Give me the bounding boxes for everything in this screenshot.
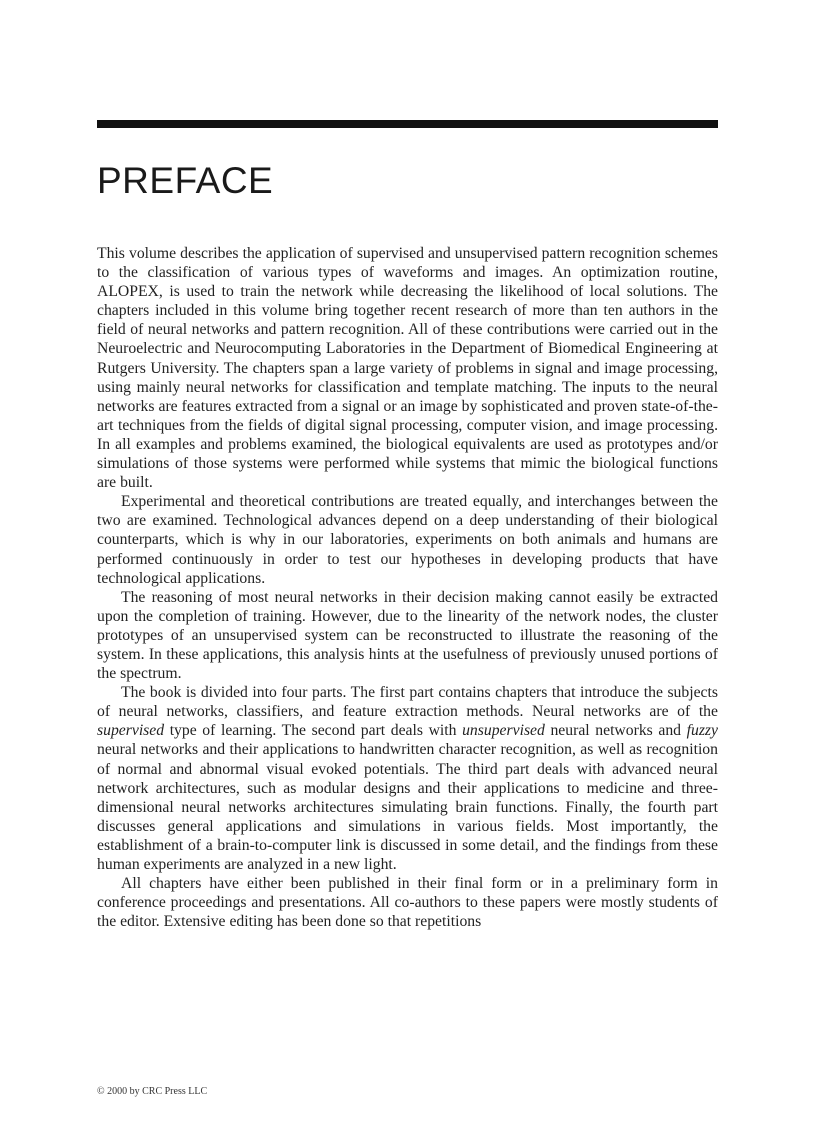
text-segment: The book is divided into four parts. The first part contains chapters that introduce the subjects of neural networks, classifiers, and feature extraction methods. Neural networks are of the	[97, 684, 718, 721]
text-segment: This volume describes the application of supervised and unsupervised pattern recognition schemes to the classification of various types of waveforms and images. An optimization routine, ALOPEX, is used to train the network while decreasing the likelihood of local solutions. The chapters included in this volume bring together recent research of more than ten authors in the field of neural networks and pattern recognition. All of these contributions were carried out in the Neuroelectric and Neurocomputing Laboratories in the Department of Biomedical Engineering at Rutgers University. The chapters span a large variety of problems in signal and image processing, using mainly neural networks for classification and template matching. The inputs to the neural networks are features extracted from a signal or an image by sophisticated and proven state-of-the-art techniques from the fields of digital signal processing, computer vision, and image processing. In all examples and problems examined, the biological equivalents are used as prototypes and/or simulations of those systems were performed while systems that mimic the biological functions are built.	[97, 245, 718, 492]
paragraph-4	[97, 683, 718, 874]
text-segment: neural networks and their applications to handwritten character recognition, as well as recognition of normal and abnormal visual evoked potentials. The third part deals with advanced neural network architectures, such as modular designs and their applications to medicine and three-dimensional neural networks architectures simulating brain functions. Finally, the fourth part discusses general applications and simulations in various fields. Most importantly, the establishment of a brain-to-computer link is discussed in some detail, and the findings from these human experiments are analyzed in a new light.	[97, 741, 718, 873]
italic-term: unsupervised	[462, 722, 545, 740]
italic-term: supervised	[97, 722, 165, 740]
copyright-footer: © 2000 by CRC Press LLC	[97, 1086, 208, 1097]
text-segment: All chapters have either been published in their final form or in a preliminary form in conference proceedings and presentations. All co-authors to these papers were mostly students of the editor. Extensive editing has been done so that repetitions	[97, 875, 718, 931]
text-segment: type of learning. The second part deals with	[164, 722, 463, 740]
text-segment: Experimental and theoretical contributions are treated equally, and interchanges between the two are examined. Technological advances depend on a deep understanding of their biological counterparts, which is why in our laboratories, experiments on both animals and humans are performed continuously in order to test our hypotheses in developing products that have technological applications.	[97, 493, 718, 587]
top-rule	[97, 120, 718, 128]
body-text	[97, 244, 718, 931]
paragraph-2	[97, 492, 718, 587]
text-segment: The reasoning of most neural networks in their decision making cannot easily be extracted upon the completion of training. However, due to the linearity of the network nodes, the cluster prototypes of an unsupervised system can be reconstructed to illustrate the reasoning of the system. In these applications, this analysis hints at the usefulness of previously unused portions of the spectrum.	[97, 588, 718, 683]
paragraph-1	[97, 244, 718, 492]
text-segment: neural networks and	[544, 722, 687, 740]
paragraph-3	[97, 588, 718, 683]
page-title: PREFACE	[97, 160, 274, 201]
paragraph-5	[97, 874, 718, 931]
italic-term: fuzzy	[686, 722, 718, 740]
